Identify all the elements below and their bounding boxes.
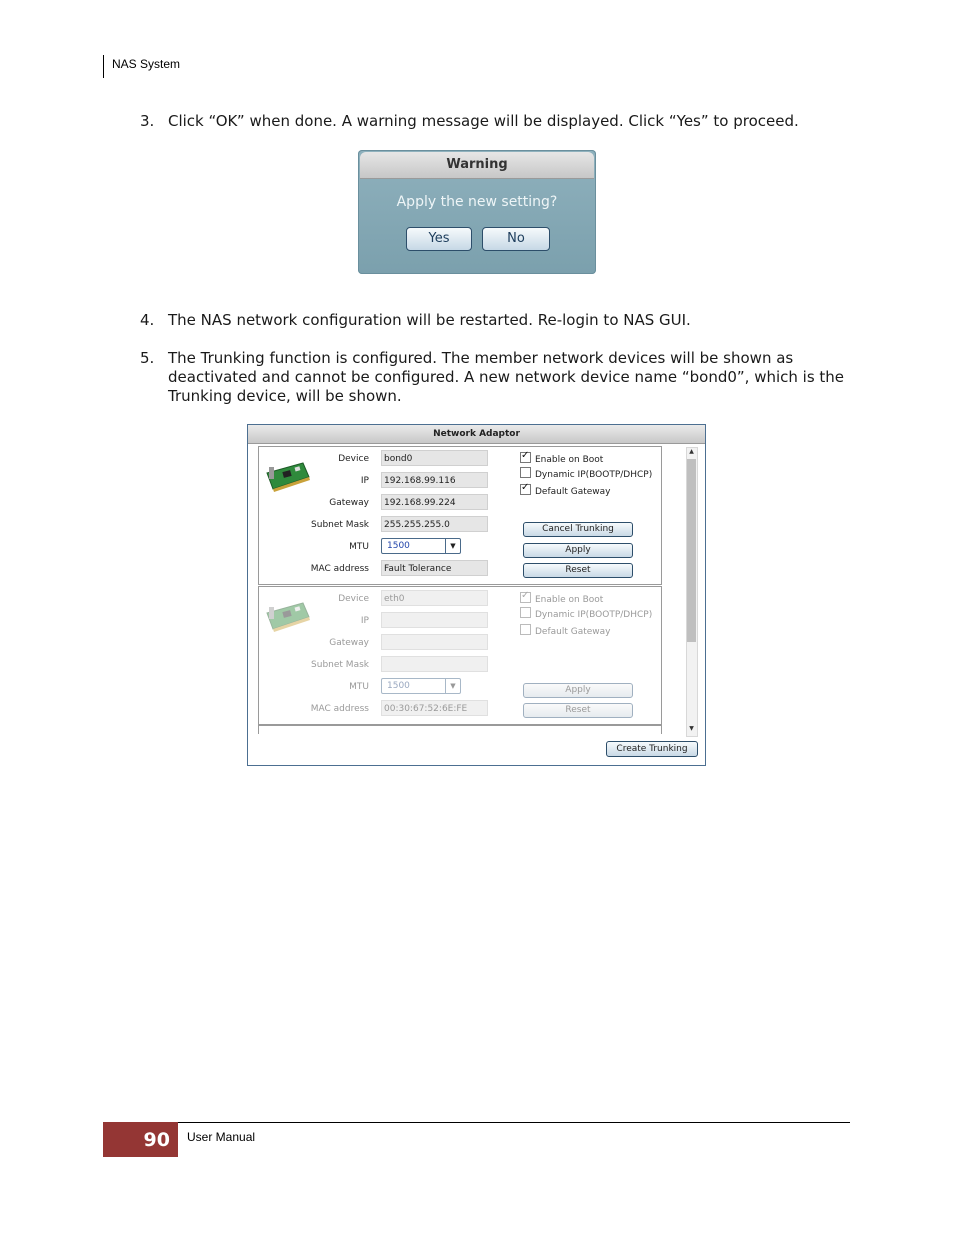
eth0-panel — [258, 586, 662, 725]
create-trunking-button[interactable]: Create Trunking — [606, 741, 698, 757]
bond0-mac-field: Fault Tolerance — [381, 560, 488, 576]
eth0-mac-field: 00:30:67:52:6E:FE — [381, 700, 488, 716]
scroll-down-icon[interactable]: ▼ — [689, 725, 694, 732]
checkbox-label: Default Gateway — [535, 627, 611, 637]
scroll-up-icon[interactable]: ▲ — [689, 448, 694, 455]
header-divider — [103, 55, 104, 78]
dropdown-arrow-icon: ▼ — [445, 679, 460, 693]
ip-label: IP — [360, 476, 369, 486]
mtu-label: MTU — [349, 542, 369, 552]
scrollbar-thumb[interactable] — [687, 459, 696, 642]
step-3 — [140, 112, 850, 131]
ip-label: IP — [360, 616, 369, 626]
device-label: Device — [338, 454, 369, 464]
no-button[interactable]: No — [482, 227, 550, 251]
eth0-ip-field — [381, 612, 488, 628]
eth0-reset-button: Reset — [523, 703, 633, 718]
mtu-label: MTU — [349, 682, 369, 692]
step-5 — [140, 349, 850, 406]
step-number: 5. — [140, 349, 155, 367]
eth0-device-field: eth0 — [381, 590, 488, 606]
checkbox-label: Default Gateway — [535, 487, 611, 497]
eth0-mtu-select — [381, 678, 461, 694]
eth0-gateway-field — [381, 634, 488, 650]
header-title: NAS System — [112, 57, 181, 71]
bond0-reset-button[interactable]: Reset — [523, 563, 633, 578]
dropdown-arrow-icon: ▼ — [445, 539, 460, 553]
subnet-mask-label: Subnet Mask — [311, 520, 369, 530]
eth0-dhcp-checkbox — [520, 607, 652, 620]
checkbox-box — [520, 467, 531, 478]
checkbox-box — [520, 592, 531, 603]
checkbox-label: Enable on Boot — [535, 595, 604, 605]
bond0-default-gateway-checkbox[interactable] — [520, 484, 611, 497]
window-title: Network Adaptor — [248, 425, 705, 444]
bond0-ip-field[interactable]: 192.168.99.116 — [381, 472, 488, 488]
mac-address-label: MAC address — [310, 704, 369, 714]
warning-dialog-title: Warning — [360, 152, 594, 179]
subnet-mask-label: Subnet Mask — [311, 660, 369, 670]
eth0-default-gateway-checkbox — [520, 624, 611, 637]
checkbox-box — [520, 484, 531, 495]
bond0-gateway-field[interactable]: 192.168.99.224 — [381, 494, 488, 510]
checkmark-icon: ✓ — [521, 590, 530, 601]
checkbox-box — [520, 452, 531, 463]
eth0-subnet-field — [381, 656, 488, 672]
bond0-subnet-field[interactable]: 255.255.255.0 — [381, 516, 488, 532]
checkmark-icon: ✓ — [521, 482, 530, 493]
bond0-apply-button[interactable]: Apply — [523, 543, 633, 558]
step-4 — [140, 311, 850, 330]
yes-button[interactable]: Yes — [406, 227, 472, 251]
bond0-dhcp-checkbox[interactable] — [520, 467, 652, 480]
footer-title: User Manual — [187, 1130, 256, 1144]
bond0-mtu-select[interactable] — [381, 538, 461, 554]
bond0-device-field: bond0 — [381, 450, 488, 466]
step-number: 3. — [140, 112, 155, 130]
checkbox-box — [520, 624, 531, 635]
bond0-enable-boot-checkbox[interactable] — [520, 452, 603, 465]
mac-address-label: MAC address — [310, 564, 369, 574]
footer-rule — [103, 1122, 850, 1123]
next-panel-partial — [258, 725, 662, 734]
step-text: The NAS network configuration will be restarted. Re-login to NAS GUI. — [168, 311, 691, 329]
eth0-enable-boot-checkbox — [520, 592, 603, 605]
device-label: Device — [338, 594, 369, 604]
checkbox-label: Enable on Boot — [535, 455, 604, 465]
page-number: 90 — [103, 1122, 178, 1157]
gateway-label: Gateway — [329, 638, 369, 648]
checkmark-icon: ✓ — [521, 450, 530, 461]
step-text: Click “OK” when done. A warning message will be displayed. Click “Yes” to proceed. — [168, 112, 799, 130]
mtu-value: 1500 — [387, 541, 410, 551]
checkbox-label: Dynamic IP(BOOTP/DHCP) — [535, 610, 653, 620]
cancel-trunking-button[interactable]: Cancel Trunking — [523, 522, 633, 537]
warning-dialog-message: Apply the new setting? — [396, 194, 558, 210]
gateway-label: Gateway — [329, 498, 369, 508]
mtu-value: 1500 — [387, 681, 410, 691]
checkbox-box — [520, 607, 531, 618]
bond0-panel — [258, 446, 662, 585]
eth0-apply-button: Apply — [523, 683, 633, 698]
checkbox-label: Dynamic IP(BOOTP/DHCP) — [535, 470, 653, 480]
warning-dialog — [358, 150, 596, 274]
step-text: The Trunking function is configured. The member network devices will be shown as deactivated and cannot be configured. A new network device name “bond0”, which is the Trunking device, will be shown. — [168, 349, 845, 405]
step-number: 4. — [140, 311, 155, 329]
network-adaptor-window — [247, 424, 706, 766]
